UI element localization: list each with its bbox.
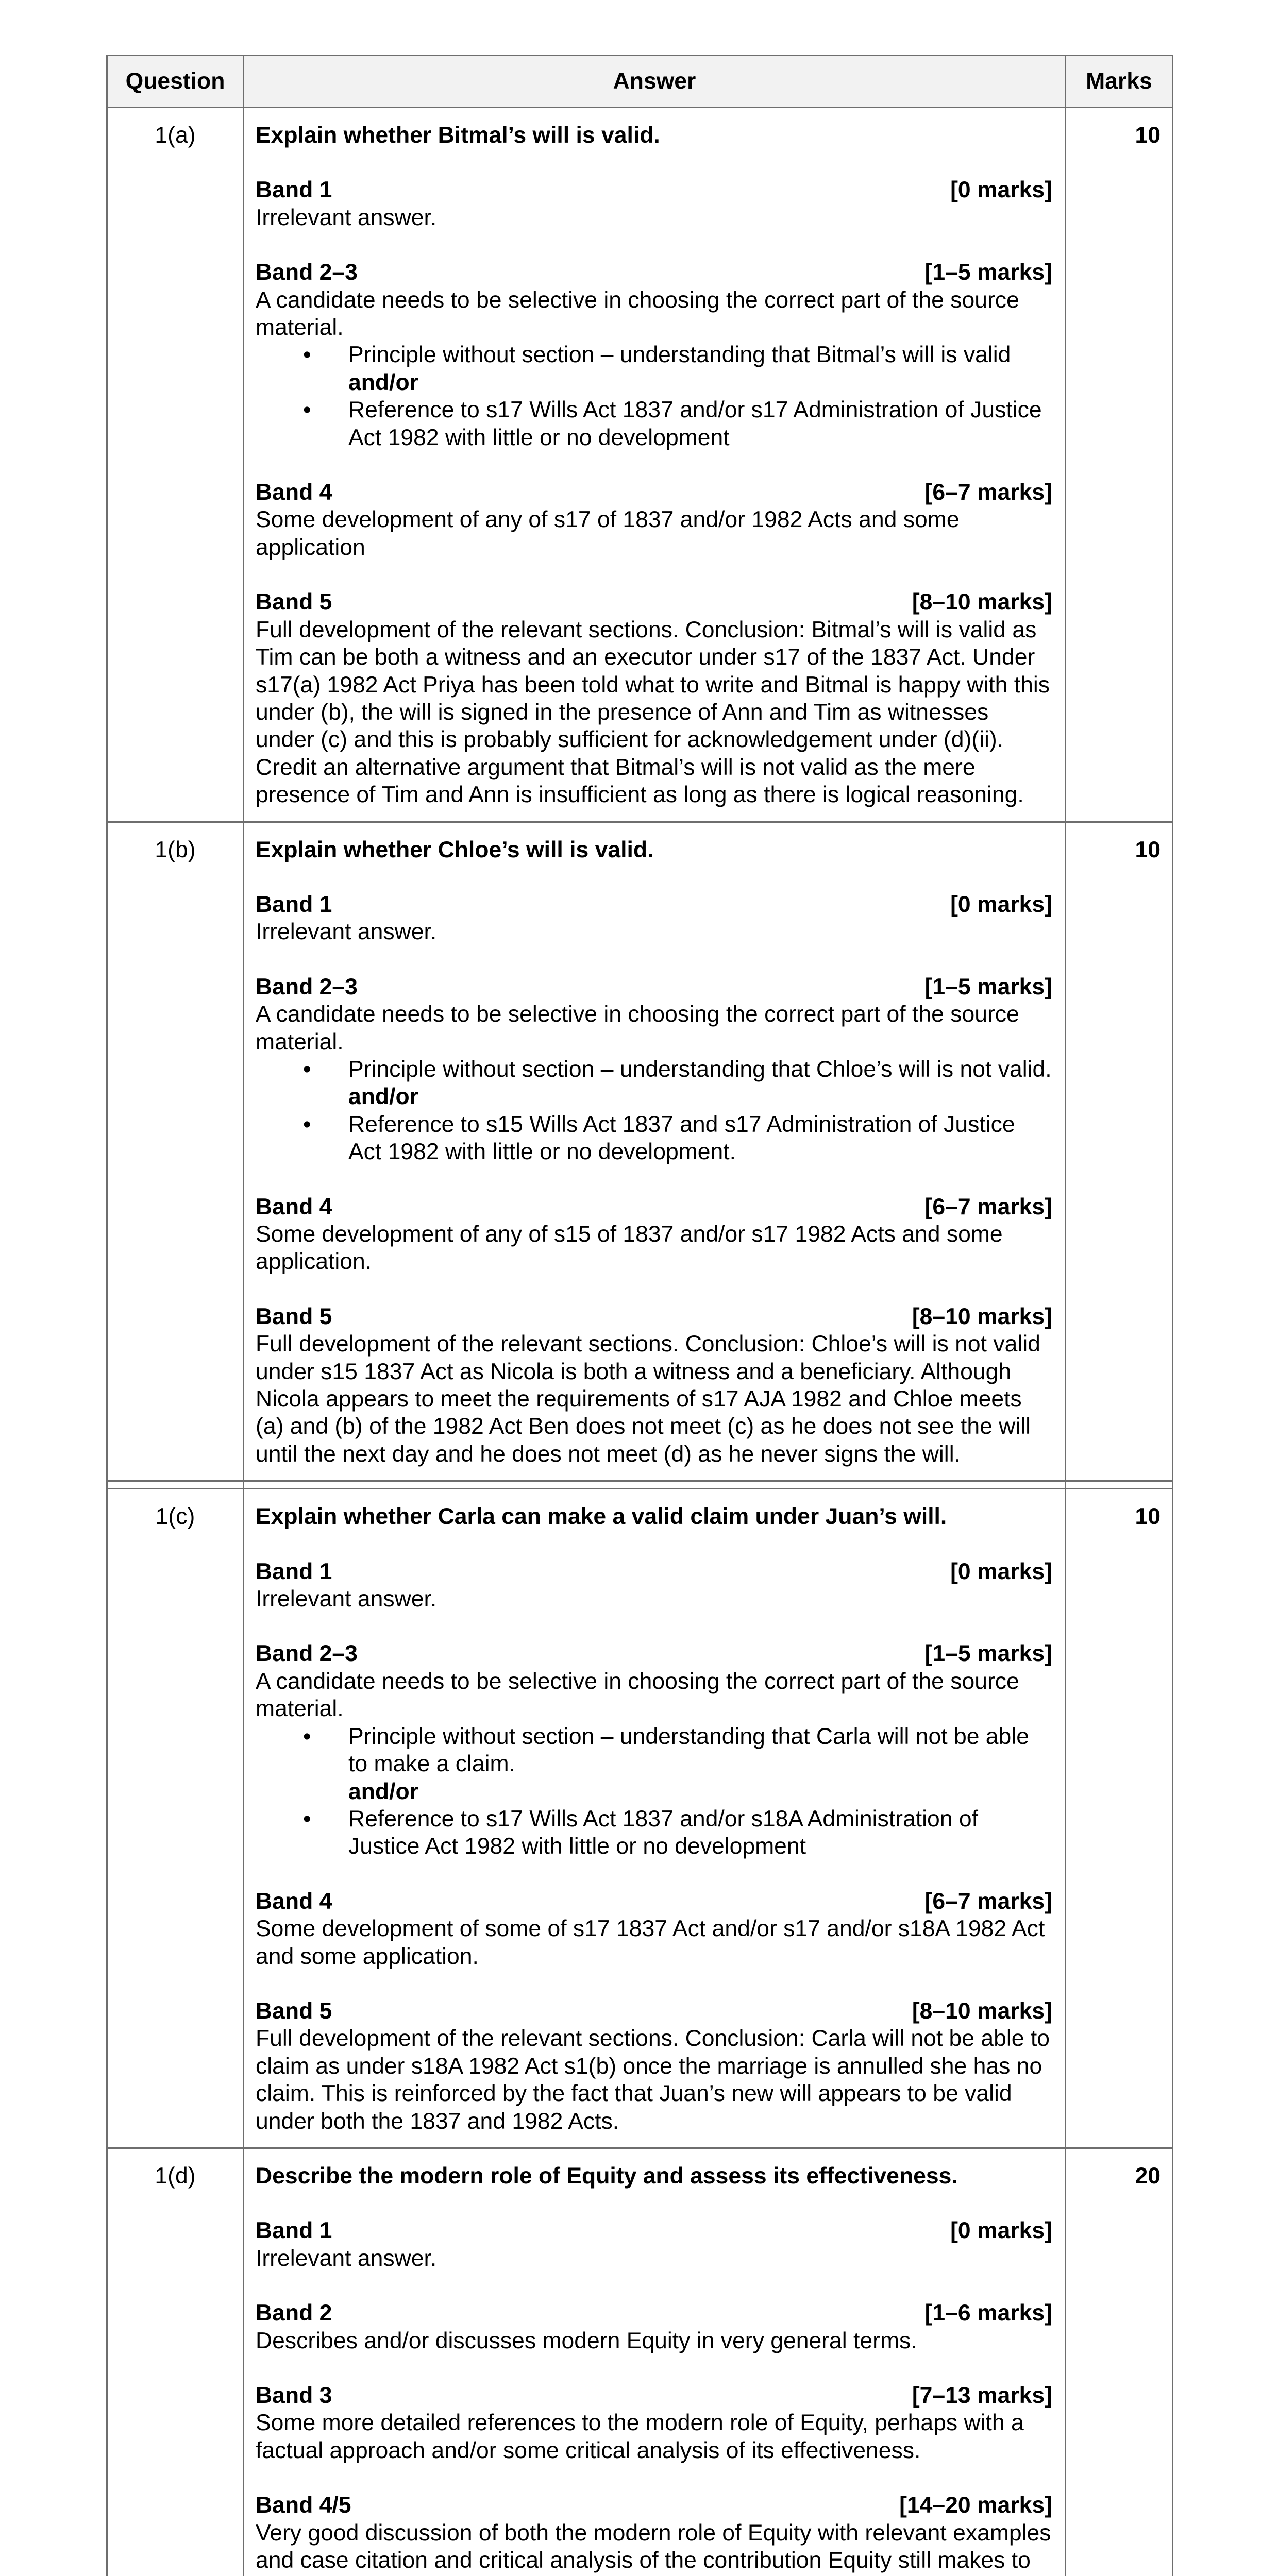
band-title: Band 5 bbox=[256, 589, 332, 615]
band-description: Irrelevant answer. bbox=[256, 2245, 437, 2271]
criteria-list bbox=[256, 1723, 1052, 1860]
question-number: 1(b) bbox=[107, 822, 244, 1481]
band-marks: [0 marks] bbox=[950, 891, 1052, 917]
band-title: Band 2–3 bbox=[256, 1641, 358, 1667]
criteria-item: • Reference to s17 Wills Act 1837 and/or s18A Administration of Justice Act 1982 with little or no development bbox=[348, 1805, 1052, 1860]
band-title: Band 1 bbox=[256, 1558, 332, 1584]
band-marks: [0 marks] bbox=[950, 177, 1052, 203]
band-title: Band 3 bbox=[256, 2383, 332, 2408]
band-marks: [14–20 marks] bbox=[899, 2493, 1052, 2518]
question-row bbox=[107, 2148, 1173, 2576]
band-description: Irrelevant answer. bbox=[256, 205, 437, 230]
answer-cell bbox=[244, 1489, 1066, 2148]
band-marks: [8–10 marks] bbox=[912, 1998, 1052, 2024]
and-or-connector: and/or bbox=[348, 1084, 418, 1110]
band-marks: [0 marks] bbox=[950, 1558, 1052, 1584]
band-description: A candidate needs to be selective in choosing the correct part of the source material. bbox=[256, 287, 1019, 341]
band-description: Describes and/or discusses modern Equity in very general terms. bbox=[256, 2328, 917, 2353]
band-title: Band 4 bbox=[256, 1888, 332, 1914]
band bbox=[256, 259, 1052, 451]
band-title: Band 1 bbox=[256, 177, 332, 203]
band bbox=[256, 1193, 1052, 1276]
criteria-list bbox=[256, 1056, 1052, 1166]
band bbox=[256, 1558, 1052, 1613]
band-title: Band 2 bbox=[256, 2300, 332, 2326]
band-marks: [7–13 marks] bbox=[912, 2383, 1052, 2408]
criteria-item: • Principle without section – understanding that Chloe’s will is not valid. and/or bbox=[348, 1056, 1052, 1111]
band-description: Irrelevant answer. bbox=[256, 919, 437, 945]
criteria-item: • Principle without section – understanding that Bitmal’s will is valid and/or bbox=[348, 341, 1052, 396]
marks-value: 10 bbox=[1066, 108, 1173, 822]
section-divider bbox=[107, 1481, 1173, 1489]
band-description: Some more detailed references to the modern role of Equity, perhaps with a factual approach and/or some critical analysis of its effectiveness. bbox=[256, 2410, 1024, 2463]
answer-cell bbox=[244, 2148, 1066, 2576]
band bbox=[256, 1888, 1052, 1970]
criteria-item: • Principle without section – understanding that Carla will not be able to make a claim. and/or bbox=[348, 1723, 1052, 1805]
band-marks: [1–6 marks] bbox=[924, 2300, 1052, 2326]
band-title: Band 5 bbox=[256, 1303, 332, 1329]
marks-value: 10 bbox=[1066, 822, 1173, 1481]
question-prompt: Explain whether Carla can make a valid claim under Juan’s will. bbox=[256, 1504, 947, 1530]
band-description: Full development of the relevant sections. Conclusion: Bitmal’s will is valid as Tim can be both a witness and an executor under s17 of the 1837 Act. Under s17(a) 1982 Act Priya has been told what to write and Bitmal is happy with this under (b), the will is signed in the presence of Ann and Tim as witnesses under (c) and this is probably sufficient for acknowledgement under (d)(ii). Credit an alternative argument that Bitmal’s will is not valid as the mere presence of Tim and Ann is insufficient as long as there is logical reasoning. bbox=[256, 617, 1050, 808]
answer-cell bbox=[244, 822, 1066, 1481]
band bbox=[256, 2299, 1052, 2354]
and-or-connector: and/or bbox=[348, 1778, 418, 1804]
criteria-list bbox=[256, 341, 1052, 451]
band-title: Band 2–3 bbox=[256, 974, 358, 999]
question-row bbox=[107, 1489, 1173, 2148]
band-description: Very good discussion of both the modern role of Equity with relevant examples and case citation and critical analysis of the contribution Equity still makes to bbox=[256, 2520, 1051, 2573]
band bbox=[256, 1640, 1052, 1860]
header-row bbox=[107, 56, 1173, 108]
band bbox=[256, 479, 1052, 561]
band bbox=[256, 1303, 1052, 1468]
marks-value: 20 bbox=[1066, 2148, 1173, 2576]
band bbox=[256, 973, 1052, 1166]
marks-value: 10 bbox=[1066, 1489, 1173, 2148]
band-title: Band 4/5 bbox=[256, 2493, 351, 2518]
question-number: 1(a) bbox=[107, 108, 244, 822]
band-title: Band 2–3 bbox=[256, 260, 358, 285]
band bbox=[256, 176, 1052, 231]
band-marks: [6–7 marks] bbox=[924, 480, 1052, 505]
band-title: Band 1 bbox=[256, 891, 332, 917]
question-prompt: Explain whether Chloe’s will is valid. bbox=[256, 837, 654, 862]
band-marks: [6–7 marks] bbox=[924, 1888, 1052, 1914]
band-marks: [1–5 marks] bbox=[924, 260, 1052, 285]
band-title: Band 4 bbox=[256, 480, 332, 505]
band bbox=[256, 1997, 1052, 2135]
band bbox=[256, 588, 1052, 808]
band-marks: [6–7 marks] bbox=[924, 1194, 1052, 1219]
band-title: Band 1 bbox=[256, 2218, 332, 2244]
band-description: Some development of some of s17 1837 Act and/or s17 and/or s18A 1982 Act and some application. bbox=[256, 1916, 1045, 1969]
band bbox=[256, 2217, 1052, 2272]
band-description: Some development of any of s17 of 1837 and/or 1982 Acts and some application bbox=[256, 507, 960, 560]
question-number: 1(d) bbox=[107, 2148, 244, 2576]
band-description: A candidate needs to be selective in choosing the correct part of the source material. bbox=[256, 1002, 1019, 1055]
question-prompt: Explain whether Bitmal’s will is valid. bbox=[256, 123, 660, 148]
band-marks: [0 marks] bbox=[950, 2218, 1052, 2244]
and-or-connector: and/or bbox=[348, 369, 418, 395]
band-marks: [8–10 marks] bbox=[912, 1303, 1052, 1329]
answer-cell bbox=[244, 108, 1066, 822]
criteria-item: • Reference to s15 Wills Act 1837 and s17 Administration of Justice Act 1982 with little or no development. bbox=[348, 1111, 1052, 1166]
band bbox=[256, 2382, 1052, 2464]
question-column-header: Question bbox=[107, 56, 244, 108]
band-description: Some development of any of s15 of 1837 and/or s17 1982 Acts and some application. bbox=[256, 1222, 1003, 1275]
question-row bbox=[107, 822, 1173, 1481]
band bbox=[256, 891, 1052, 946]
band-description: Full development of the relevant sections. Conclusion: Chloe’s will is not valid under s15 1837 Act as Nicola is both a witness and a beneficiary. Although Nicola appears to meet the requirements of s17 AJA 1982 and Chloe meets (a) and (b) of the 1982 Act Ben does not meet (c) as he does not see the will until the next day and he does not meet (d) as he never signs the will. bbox=[256, 1331, 1040, 1467]
band-title: Band 4 bbox=[256, 1194, 332, 1219]
question-prompt: Describe the modern role of Equity and assess its effectiveness. bbox=[256, 2163, 958, 2189]
band-description: Full development of the relevant sections. Conclusion: Carla will not be able to claim as under s18A 1982 Act s1(b) once the marriage is annulled she has no claim. This is reinforced by the fact that Juan’s new will appears to be valid under both the 1837 and 1982 Acts. bbox=[256, 2026, 1050, 2134]
band-description: Irrelevant answer. bbox=[256, 1586, 437, 1612]
band-title: Band 5 bbox=[256, 1998, 332, 2024]
answer-column-header: Answer bbox=[244, 56, 1066, 108]
question-number: 1(c) bbox=[107, 1489, 244, 2148]
band-marks: [1–5 marks] bbox=[924, 1641, 1052, 1667]
question-row bbox=[107, 108, 1173, 822]
band bbox=[256, 2492, 1052, 2576]
band-marks: [1–5 marks] bbox=[924, 974, 1052, 999]
marks-column-header: Marks bbox=[1066, 56, 1173, 108]
criteria-item: • Reference to s17 Wills Act 1837 and/or s17 Administration of Justice Act 1982 with little or no development bbox=[348, 396, 1052, 451]
band-description: A candidate needs to be selective in choosing the correct part of the source material. bbox=[256, 1668, 1019, 1722]
band-marks: [8–10 marks] bbox=[912, 589, 1052, 615]
mark-scheme-table bbox=[106, 55, 1173, 2576]
